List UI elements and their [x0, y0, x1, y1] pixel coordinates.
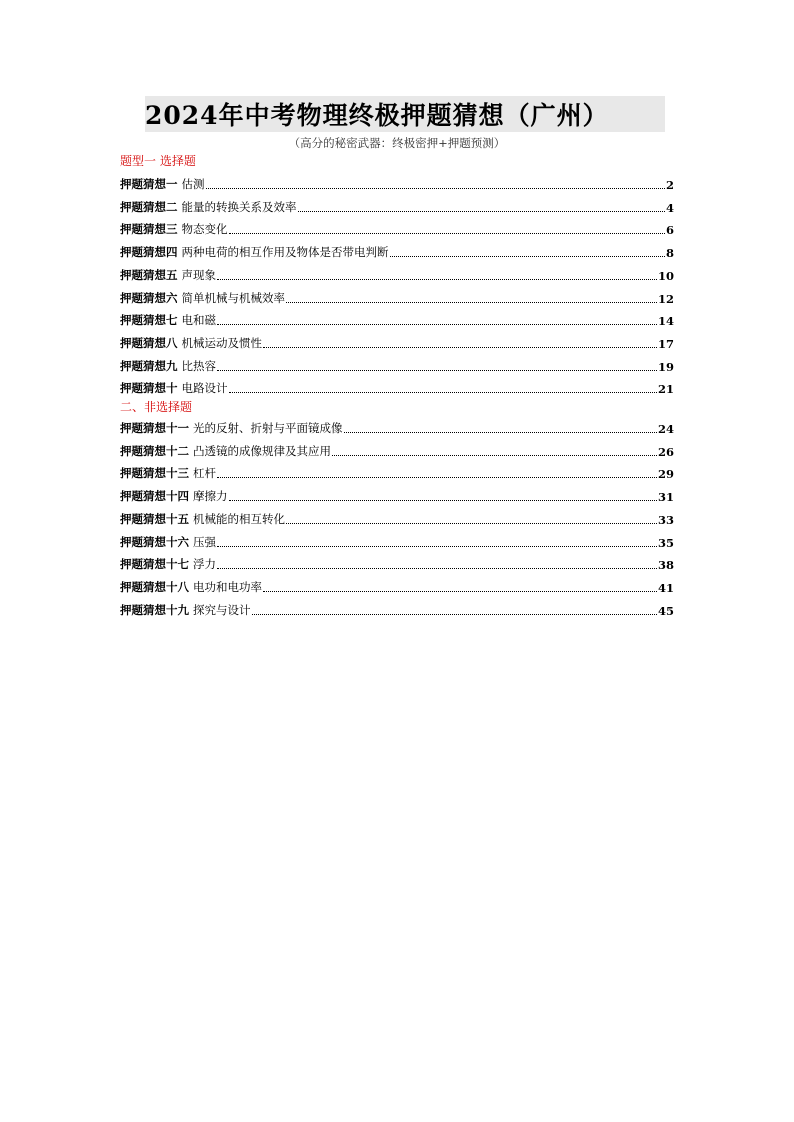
toc-entry-label: 押题猜想八 — [120, 335, 178, 350]
toc-entry-label: 押题猜想十一 — [120, 421, 189, 435]
toc-dot-leader — [217, 546, 657, 547]
toc-entry-title: 比热容 — [181, 358, 216, 373]
toc-entry-title: 机械运动及惯性 — [181, 335, 262, 350]
toc-entry-label: 押题猜想五 — [120, 267, 178, 282]
section-heading: 题型一 选择题 — [120, 154, 196, 168]
document-subtitle: （高分的秘密武器：终极密押+押题预测） — [288, 136, 506, 150]
toc-page-number: 38 — [657, 558, 674, 573]
toc-dot-leader — [286, 302, 657, 303]
toc-page-number: 29 — [657, 467, 674, 482]
toc-page-number: 31 — [657, 490, 674, 505]
toc-entry-title: 机械能的相互转化 — [193, 511, 285, 526]
toc-entry-label: 押题猜想十二 — [120, 443, 189, 458]
toc-dot-leader — [344, 432, 657, 433]
toc-entry-title: 物态变化 — [181, 222, 228, 237]
title-banner — [145, 96, 665, 132]
toc-entry-title: 简单机械与机械效率 — [181, 290, 285, 305]
toc-page-number: 21 — [657, 382, 674, 397]
toc-dot-leader — [217, 370, 657, 371]
toc-page-number: 41 — [657, 580, 674, 595]
toc-entry-title: 估测 — [181, 177, 205, 191]
toc-entry-title: 杠杆 — [193, 466, 216, 481]
toc-page-number: 4 — [665, 200, 674, 215]
toc-dot-leader — [229, 392, 657, 393]
toc-entry-label: 押题猜想七 — [120, 313, 178, 328]
toc-entry-title: 电路设计 — [181, 381, 228, 396]
toc-dot-leader — [332, 455, 657, 456]
toc-page-number: 12 — [657, 291, 674, 306]
toc-entry-label: 押题猜想十六 — [120, 534, 189, 549]
toc-entry[interactable] — [120, 530, 674, 550]
toc-page-number: 8 — [665, 246, 674, 261]
toc-entry[interactable] — [120, 376, 674, 396]
toc-page-number: 17 — [657, 336, 674, 351]
toc-entry-title: 浮力 — [193, 557, 216, 572]
toc-entry-label: 押题猜想一 — [120, 177, 178, 191]
toc-entry-label: 押题猜想十三 — [120, 466, 189, 481]
toc-page-number: 6 — [665, 223, 674, 238]
toc-page-number: 10 — [657, 268, 674, 283]
toc-entry-title: 光的反射、折射与平面镜成像 — [193, 421, 343, 435]
toc-dot-leader — [286, 523, 657, 524]
toc-entry-label: 押题猜想十九 — [120, 602, 189, 617]
toc-dot-leader — [217, 279, 657, 280]
toc-entry-title: 探究与设计 — [193, 602, 251, 617]
toc-page-number: 19 — [657, 359, 674, 374]
toc-page-number: 35 — [657, 535, 674, 550]
toc-page-number: 45 — [657, 603, 674, 618]
toc-dot-leader — [390, 256, 665, 257]
toc-entry[interactable] — [120, 217, 674, 237]
toc-entry[interactable] — [120, 507, 674, 527]
toc-page-number: 26 — [657, 444, 674, 459]
toc-dot-leader — [229, 233, 665, 234]
toc-entry[interactable] — [120, 461, 674, 481]
toc-entry-label: 押题猜想九 — [120, 358, 178, 373]
toc-entry-title: 电功和电功率 — [193, 579, 262, 594]
toc-entry-title: 凸透镜的成像规律及其应用 — [193, 443, 331, 458]
toc-entry[interactable] — [120, 575, 674, 595]
toc-entry[interactable] — [120, 416, 674, 436]
toc-entry-label: 押题猜想十七 — [120, 557, 189, 572]
toc-entry[interactable] — [120, 552, 674, 572]
document-title: 2024年中考物理终极押题猜想（广州） — [145, 101, 609, 130]
toc-dot-leader — [229, 500, 657, 501]
toc-dot-leader — [206, 188, 665, 189]
toc-entry-label: 押题猜想四 — [120, 245, 178, 260]
toc-page-number: 14 — [657, 314, 674, 329]
toc-entry[interactable] — [120, 598, 674, 618]
toc-entry[interactable] — [120, 354, 674, 374]
toc-entry-title: 两种电荷的相互作用及物体是否带电判断 — [181, 245, 389, 260]
toc-entry-label: 押题猜想二 — [120, 199, 178, 214]
toc-dot-leader — [252, 614, 657, 615]
toc-entry-title: 能量的转换关系及效率 — [181, 199, 297, 214]
toc-page-number: 24 — [657, 422, 674, 436]
toc-entry-label: 押题猜想十 — [120, 381, 178, 396]
section-heading: 二、非选择题 — [120, 400, 193, 414]
toc-entry[interactable] — [120, 195, 674, 215]
toc-page-number: 33 — [657, 512, 674, 527]
toc-entry[interactable] — [120, 484, 674, 504]
toc-entry-title: 压强 — [193, 534, 216, 549]
toc-page-number: 2 — [665, 178, 674, 192]
toc-dot-leader — [217, 477, 657, 478]
toc-entry-label: 押题猜想三 — [120, 222, 178, 237]
toc-entry[interactable] — [120, 172, 674, 192]
toc-entry[interactable] — [120, 331, 674, 351]
toc-entry-label: 押题猜想六 — [120, 290, 178, 305]
toc-dot-leader — [298, 211, 665, 212]
toc-entry-label: 押题猜想十八 — [120, 579, 189, 594]
toc-entry[interactable] — [120, 240, 674, 260]
toc-entry[interactable] — [120, 263, 674, 283]
toc-dot-leader — [217, 568, 657, 569]
toc-entry-label: 押题猜想十五 — [120, 511, 189, 526]
toc-dot-leader — [217, 324, 657, 325]
toc-entry-label: 押题猜想十四 — [120, 489, 189, 504]
toc-dot-leader — [263, 591, 657, 592]
toc-entry-title: 电和磁 — [181, 313, 216, 328]
toc-entry[interactable] — [120, 439, 674, 459]
toc-entry-title: 声现象 — [181, 267, 216, 282]
toc-entry[interactable] — [120, 308, 674, 328]
toc-entry[interactable] — [120, 286, 674, 306]
toc-entry-title: 摩擦力 — [193, 489, 228, 504]
toc-dot-leader — [263, 347, 657, 348]
